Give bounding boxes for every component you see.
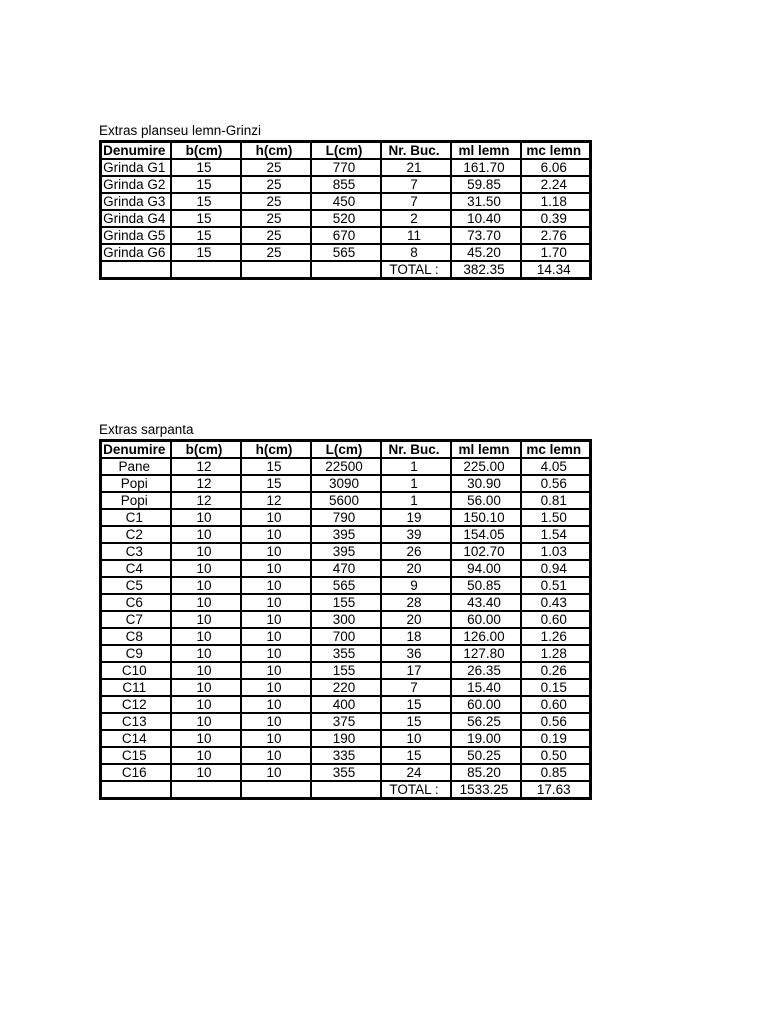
cell-nr-buc: 7 [381, 176, 451, 193]
cell-mc-lemn: 0.56 [521, 475, 591, 492]
cell-h: 25 [241, 159, 311, 176]
cell-mc-lemn: 0.26 [521, 662, 591, 679]
cell-mc-lemn: 1.70 [521, 244, 591, 261]
sarpanta-table [99, 439, 592, 800]
cell-denumire: C1 [101, 509, 171, 526]
cell-mc-lemn: 1.50 [521, 509, 591, 526]
cell-denumire: C5 [101, 577, 171, 594]
cell-denumire: Grinda G5 [101, 227, 171, 244]
cell-ml-lemn: 73.70 [451, 227, 521, 244]
cell-h: 10 [241, 560, 311, 577]
cell-mc-lemn: 0.81 [521, 492, 591, 509]
cell-l: 335 [311, 747, 381, 764]
header-row [101, 441, 591, 459]
cell-mc-lemn: 0.19 [521, 730, 591, 747]
empty-cell [101, 261, 171, 279]
table-row [101, 713, 591, 730]
cell-denumire: C8 [101, 628, 171, 645]
cell-mc-lemn: 0.60 [521, 611, 591, 628]
table-row [101, 628, 591, 645]
table-row [101, 475, 591, 492]
cell-b: 10 [171, 526, 241, 543]
column-header-b: b(cm) [171, 441, 241, 459]
cell-mc-lemn: 1.03 [521, 543, 591, 560]
cell-b: 12 [171, 475, 241, 492]
cell-ml-lemn: 19.00 [451, 730, 521, 747]
cell-h: 25 [241, 244, 311, 261]
table-row [101, 764, 591, 781]
column-header-mc-lemn: mc lemn [521, 142, 591, 160]
cell-mc-lemn: 0.51 [521, 577, 591, 594]
cell-nr-buc: 15 [381, 696, 451, 713]
column-header-h: h(cm) [241, 441, 311, 459]
cell-h: 25 [241, 227, 311, 244]
table-row [101, 560, 591, 577]
cell-h: 10 [241, 730, 311, 747]
empty-cell [171, 261, 241, 279]
cell-b: 15 [171, 244, 241, 261]
cell-h: 10 [241, 526, 311, 543]
cell-b: 10 [171, 662, 241, 679]
cell-l: 395 [311, 543, 381, 560]
cell-b: 10 [171, 730, 241, 747]
total-label: TOTAL : [381, 781, 451, 799]
header-row [101, 142, 591, 160]
cell-denumire: Grinda G3 [101, 193, 171, 210]
cell-ml-lemn: 15.40 [451, 679, 521, 696]
cell-b: 12 [171, 492, 241, 509]
cell-nr-buc: 39 [381, 526, 451, 543]
cell-denumire: C2 [101, 526, 171, 543]
cell-ml-lemn: 31.50 [451, 193, 521, 210]
cell-mc-lemn: 0.43 [521, 594, 591, 611]
table-row [101, 159, 591, 176]
cell-b: 15 [171, 227, 241, 244]
cell-b: 12 [171, 458, 241, 475]
cell-h: 10 [241, 764, 311, 781]
cell-nr-buc: 20 [381, 611, 451, 628]
cell-h: 10 [241, 577, 311, 594]
total-row [101, 261, 591, 279]
cell-nr-buc: 1 [381, 458, 451, 475]
cell-l: 395 [311, 526, 381, 543]
cell-ml-lemn: 102.70 [451, 543, 521, 560]
cell-ml-lemn: 50.85 [451, 577, 521, 594]
table-row [101, 679, 591, 696]
column-header-ml-lemn: ml lemn [451, 142, 521, 160]
table-row [101, 594, 591, 611]
cell-denumire: C4 [101, 560, 171, 577]
cell-mc-lemn: 4.05 [521, 458, 591, 475]
cell-l: 355 [311, 764, 381, 781]
cell-denumire: Grinda G4 [101, 210, 171, 227]
cell-l: 220 [311, 679, 381, 696]
cell-l: 470 [311, 560, 381, 577]
cell-b: 10 [171, 577, 241, 594]
cell-denumire: Popi [101, 492, 171, 509]
cell-denumire: C16 [101, 764, 171, 781]
cell-l: 790 [311, 509, 381, 526]
cell-ml-lemn: 225.00 [451, 458, 521, 475]
column-header-l: L(cm) [311, 441, 381, 459]
table-row [101, 577, 591, 594]
cell-ml-lemn: 30.90 [451, 475, 521, 492]
cell-l: 375 [311, 713, 381, 730]
table-row [101, 543, 591, 560]
cell-mc-lemn: 1.26 [521, 628, 591, 645]
column-header-mc-lemn: mc lemn [521, 441, 591, 459]
cell-h: 10 [241, 594, 311, 611]
cell-l: 670 [311, 227, 381, 244]
cell-h: 10 [241, 747, 311, 764]
cell-l: 520 [311, 210, 381, 227]
cell-ml-lemn: 85.20 [451, 764, 521, 781]
cell-l: 565 [311, 244, 381, 261]
cell-ml-lemn: 127.80 [451, 645, 521, 662]
cell-l: 155 [311, 594, 381, 611]
cell-b: 10 [171, 645, 241, 662]
cell-l: 400 [311, 696, 381, 713]
column-header-nr-buc: Nr. Buc. [381, 441, 451, 459]
cell-nr-buc: 20 [381, 560, 451, 577]
cell-nr-buc: 2 [381, 210, 451, 227]
column-header-h: h(cm) [241, 142, 311, 160]
cell-nr-buc: 19 [381, 509, 451, 526]
cell-mc-lemn: 0.39 [521, 210, 591, 227]
cell-ml-lemn: 59.85 [451, 176, 521, 193]
total-row [101, 781, 591, 799]
cell-denumire: C3 [101, 543, 171, 560]
cell-denumire: C10 [101, 662, 171, 679]
cell-h: 15 [241, 458, 311, 475]
cell-mc-lemn: 0.85 [521, 764, 591, 781]
cell-b: 15 [171, 210, 241, 227]
cell-mc-lemn: 0.94 [521, 560, 591, 577]
empty-cell [241, 261, 311, 279]
cell-nr-buc: 18 [381, 628, 451, 645]
cell-b: 15 [171, 176, 241, 193]
cell-ml-lemn: 60.00 [451, 611, 521, 628]
cell-nr-buc: 15 [381, 747, 451, 764]
grinzi-table [99, 140, 592, 280]
cell-nr-buc: 21 [381, 159, 451, 176]
cell-h: 10 [241, 645, 311, 662]
cell-h: 25 [241, 210, 311, 227]
cell-ml-lemn: 154.05 [451, 526, 521, 543]
cell-nr-buc: 24 [381, 764, 451, 781]
table-row [101, 210, 591, 227]
cell-b: 10 [171, 543, 241, 560]
column-header-denumire: Denumire [101, 142, 171, 160]
cell-nr-buc: 9 [381, 577, 451, 594]
cell-denumire: C11 [101, 679, 171, 696]
grinzi-section [99, 122, 592, 280]
cell-b: 10 [171, 594, 241, 611]
table-row [101, 492, 591, 509]
table-row [101, 509, 591, 526]
column-header-b: b(cm) [171, 142, 241, 160]
cell-denumire: Grinda G2 [101, 176, 171, 193]
cell-nr-buc: 1 [381, 492, 451, 509]
cell-ml-lemn: 26.35 [451, 662, 521, 679]
column-header-ml-lemn: ml lemn [451, 441, 521, 459]
column-header-l: L(cm) [311, 142, 381, 160]
cell-mc-lemn: 0.56 [521, 713, 591, 730]
cell-h: 25 [241, 176, 311, 193]
cell-h: 10 [241, 696, 311, 713]
cell-l: 855 [311, 176, 381, 193]
cell-h: 15 [241, 475, 311, 492]
cell-b: 10 [171, 611, 241, 628]
empty-cell [171, 781, 241, 799]
table-row [101, 176, 591, 193]
cell-l: 450 [311, 193, 381, 210]
cell-l: 155 [311, 662, 381, 679]
cell-l: 3090 [311, 475, 381, 492]
cell-l: 190 [311, 730, 381, 747]
cell-ml-lemn: 161.70 [451, 159, 521, 176]
cell-nr-buc: 10 [381, 730, 451, 747]
cell-denumire: C12 [101, 696, 171, 713]
cell-b: 10 [171, 628, 241, 645]
cell-h: 10 [241, 611, 311, 628]
total-mc-lemn: 17.63 [521, 781, 591, 799]
cell-h: 10 [241, 713, 311, 730]
cell-denumire: C7 [101, 611, 171, 628]
cell-ml-lemn: 126.00 [451, 628, 521, 645]
cell-ml-lemn: 60.00 [451, 696, 521, 713]
cell-mc-lemn: 0.60 [521, 696, 591, 713]
cell-l: 5600 [311, 492, 381, 509]
table-row [101, 611, 591, 628]
cell-nr-buc: 28 [381, 594, 451, 611]
cell-l: 700 [311, 628, 381, 645]
cell-mc-lemn: 1.54 [521, 526, 591, 543]
cell-nr-buc: 26 [381, 543, 451, 560]
cell-ml-lemn: 43.40 [451, 594, 521, 611]
grinzi-title: Extras planseu lemn-Grinzi [99, 123, 262, 138]
table-row [101, 193, 591, 210]
cell-nr-buc: 17 [381, 662, 451, 679]
cell-nr-buc: 36 [381, 645, 451, 662]
cell-denumire: C14 [101, 730, 171, 747]
cell-nr-buc: 7 [381, 679, 451, 696]
cell-nr-buc: 7 [381, 193, 451, 210]
cell-mc-lemn: 6.06 [521, 159, 591, 176]
table-row [101, 244, 591, 261]
cell-l: 770 [311, 159, 381, 176]
cell-b: 15 [171, 193, 241, 210]
cell-mc-lemn: 1.28 [521, 645, 591, 662]
empty-cell [311, 261, 381, 279]
column-header-nr-buc: Nr. Buc. [381, 142, 451, 160]
cell-l: 300 [311, 611, 381, 628]
cell-ml-lemn: 94.00 [451, 560, 521, 577]
sarpanta-section [99, 421, 592, 800]
table-row [101, 747, 591, 764]
cell-nr-buc: 11 [381, 227, 451, 244]
cell-b: 10 [171, 747, 241, 764]
cell-h: 10 [241, 662, 311, 679]
total-ml-lemn: 382.35 [451, 261, 521, 279]
cell-nr-buc: 1 [381, 475, 451, 492]
cell-ml-lemn: 50.25 [451, 747, 521, 764]
table-row [101, 662, 591, 679]
cell-h: 10 [241, 628, 311, 645]
cell-ml-lemn: 10.40 [451, 210, 521, 227]
total-ml-lemn: 1533.25 [451, 781, 521, 799]
cell-denumire: Grinda G6 [101, 244, 171, 261]
cell-denumire: C9 [101, 645, 171, 662]
empty-cell [101, 781, 171, 799]
cell-b: 10 [171, 560, 241, 577]
table-row [101, 645, 591, 662]
column-header-denumire: Denumire [101, 441, 171, 459]
cell-denumire: Grinda G1 [101, 159, 171, 176]
total-label: TOTAL : [381, 261, 451, 279]
cell-b: 10 [171, 696, 241, 713]
cell-mc-lemn: 1.18 [521, 193, 591, 210]
cell-denumire: Popi [101, 475, 171, 492]
table-row [101, 227, 591, 244]
cell-h: 10 [241, 543, 311, 560]
cell-b: 10 [171, 764, 241, 781]
cell-ml-lemn: 56.00 [451, 492, 521, 509]
cell-l: 22500 [311, 458, 381, 475]
cell-denumire: C15 [101, 747, 171, 764]
empty-cell [241, 781, 311, 799]
cell-denumire: Pane [101, 458, 171, 475]
cell-denumire: C6 [101, 594, 171, 611]
cell-mc-lemn: 2.76 [521, 227, 591, 244]
empty-cell [311, 781, 381, 799]
cell-l: 355 [311, 645, 381, 662]
cell-b: 15 [171, 159, 241, 176]
cell-ml-lemn: 150.10 [451, 509, 521, 526]
cell-ml-lemn: 45.20 [451, 244, 521, 261]
sarpanta-title: Extras sarpanta [99, 422, 194, 437]
cell-h: 25 [241, 193, 311, 210]
cell-denumire: C13 [101, 713, 171, 730]
cell-b: 10 [171, 509, 241, 526]
cell-mc-lemn: 0.50 [521, 747, 591, 764]
cell-nr-buc: 8 [381, 244, 451, 261]
cell-ml-lemn: 56.25 [451, 713, 521, 730]
cell-mc-lemn: 0.15 [521, 679, 591, 696]
cell-h: 10 [241, 509, 311, 526]
table-row [101, 526, 591, 543]
table-row [101, 730, 591, 747]
table-row [101, 458, 591, 475]
cell-h: 12 [241, 492, 311, 509]
cell-l: 565 [311, 577, 381, 594]
table-row [101, 696, 591, 713]
cell-b: 10 [171, 713, 241, 730]
cell-h: 10 [241, 679, 311, 696]
cell-b: 10 [171, 679, 241, 696]
cell-nr-buc: 15 [381, 713, 451, 730]
cell-mc-lemn: 2.24 [521, 176, 591, 193]
total-mc-lemn: 14.34 [521, 261, 591, 279]
